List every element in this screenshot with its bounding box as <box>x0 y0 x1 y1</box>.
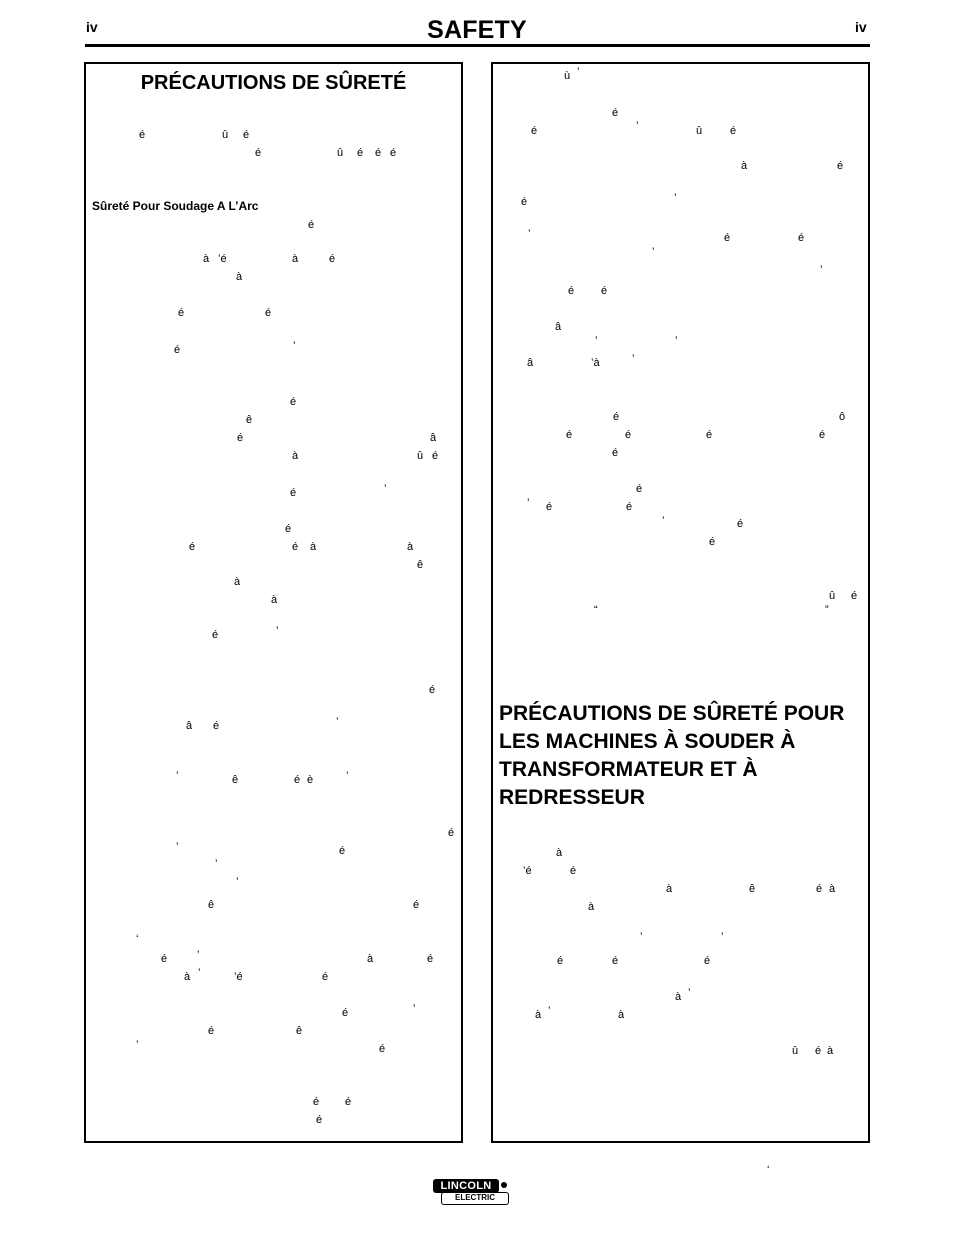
accent-glyph: é <box>237 432 244 444</box>
accent-glyph: é <box>837 160 844 172</box>
accent-glyph: é <box>174 344 181 356</box>
accent-glyph: ’ <box>652 246 655 258</box>
accent-glyph: à <box>367 953 374 965</box>
accent-glyph: “ <box>594 604 598 616</box>
accent-glyph: é <box>339 845 346 857</box>
accent-glyph: ’ <box>276 625 279 637</box>
left-column-heading: PRÉCAUTIONS DE SÛRETÉ <box>140 72 407 94</box>
accent-glyph: â <box>527 357 534 369</box>
accent-glyph: à <box>407 541 414 553</box>
accent-glyph: û <box>222 129 229 141</box>
page-title: SAFETY <box>427 16 527 44</box>
accent-glyph: é <box>290 396 297 408</box>
accent-glyph: é <box>329 253 336 265</box>
accent-glyph: é <box>357 147 364 159</box>
accent-glyph: à <box>236 271 243 283</box>
accent-glyph: ’ <box>632 353 635 365</box>
accent-glyph: ’ <box>384 483 387 495</box>
accent-glyph: é <box>704 955 711 967</box>
page-number-right: iv <box>855 19 867 35</box>
accent-glyph: é <box>706 429 713 441</box>
accent-glyph: é <box>213 720 220 732</box>
accent-glyph: é <box>566 429 573 441</box>
accent-glyph: â <box>555 321 562 333</box>
accent-glyph: ’ <box>675 335 678 347</box>
accent-glyph: ’ <box>336 716 339 728</box>
accent-glyph: é <box>816 883 823 895</box>
accent-glyph: ’ <box>721 931 724 943</box>
accent-glyph: û <box>792 1045 799 1057</box>
accent-glyph: ’ <box>413 1003 416 1015</box>
accent-glyph: ’ <box>640 931 643 943</box>
accent-glyph: é <box>322 971 329 983</box>
accent-glyph: é <box>521 196 528 208</box>
accent-glyph: â <box>186 720 193 732</box>
accent-glyph: à <box>310 541 317 553</box>
accent-glyph: é <box>601 285 608 297</box>
accent-glyph: ’ <box>548 1005 551 1017</box>
accent-glyph: û <box>417 450 424 462</box>
accent-glyph: é <box>636 483 643 495</box>
accent-glyph: ê <box>296 1025 303 1037</box>
accent-glyph: à <box>741 160 748 172</box>
accent-glyph: ’ <box>198 967 201 979</box>
accent-glyph: é <box>557 955 564 967</box>
accent-glyph: é <box>730 125 737 137</box>
accent-glyph: é <box>379 1043 386 1055</box>
accent-glyph: é <box>345 1096 352 1108</box>
accent-glyph: ’é <box>234 971 243 983</box>
accent-glyph: à <box>184 971 191 983</box>
logo-top-text: LINCOLN <box>433 1179 499 1193</box>
accent-glyph: à <box>829 883 836 895</box>
accent-glyph: é <box>568 285 575 297</box>
accent-glyph: ‘ <box>767 1164 770 1176</box>
accent-glyph: ’ <box>820 264 823 276</box>
accent-glyph: ù <box>564 70 571 82</box>
accent-glyph: â <box>430 432 437 444</box>
accent-glyph: é <box>390 147 397 159</box>
accent-glyph: à <box>618 1009 625 1021</box>
accent-glyph: ‘ <box>136 933 139 945</box>
accent-glyph: ’ <box>577 66 580 78</box>
accent-glyph: é <box>432 450 439 462</box>
accent-glyph: é <box>546 501 553 513</box>
accent-glyph: é <box>448 827 455 839</box>
accent-glyph: ê <box>246 414 253 426</box>
accent-glyph: é <box>626 501 633 513</box>
accent-glyph: ê <box>749 883 756 895</box>
accent-glyph: é <box>612 107 619 119</box>
accent-glyph: ê <box>417 559 424 571</box>
accent-glyph: ô <box>839 411 846 423</box>
accent-glyph: è <box>307 774 314 786</box>
accent-glyph: ’ <box>136 1039 139 1051</box>
page-number-left: iv <box>86 19 98 35</box>
accent-glyph: û <box>337 147 344 159</box>
accent-glyph: é <box>531 125 538 137</box>
accent-glyph: é <box>212 629 219 641</box>
accent-glyph: é <box>265 307 272 319</box>
accent-glyph: û <box>829 590 836 602</box>
accent-glyph: é <box>178 307 185 319</box>
accent-glyph: é <box>292 541 299 553</box>
accent-glyph: ’ <box>176 841 179 853</box>
accent-glyph: à <box>271 594 278 606</box>
accent-glyph: é <box>613 411 620 423</box>
accent-glyph: ’ <box>215 858 218 870</box>
accent-glyph: ’ <box>636 120 639 132</box>
accent-glyph: é <box>851 590 858 602</box>
registered-mark-icon <box>501 1182 507 1188</box>
accent-glyph: à <box>588 901 595 913</box>
accent-glyph: ’ <box>236 876 239 888</box>
accent-glyph: ’ <box>527 497 530 509</box>
accent-glyph: ’ <box>528 228 531 240</box>
accent-glyph: é <box>290 487 297 499</box>
accent-glyph: é <box>819 429 826 441</box>
accent-glyph: é <box>308 219 315 231</box>
accent-glyph: ’ <box>176 770 179 782</box>
accent-glyph: ” <box>825 604 829 616</box>
accent-glyph: é <box>612 955 619 967</box>
accent-glyph: à <box>292 253 299 265</box>
accent-glyph: ’é <box>218 253 227 265</box>
accent-glyph: û <box>696 125 703 137</box>
accent-glyph: ’ <box>595 335 598 347</box>
accent-glyph: é <box>427 953 434 965</box>
accent-glyph: à <box>675 991 682 1003</box>
accent-glyph: é <box>285 523 292 535</box>
accent-glyph: é <box>294 774 301 786</box>
accent-glyph: à <box>556 847 563 859</box>
accent-glyph: é <box>429 684 436 696</box>
accent-glyph: é <box>815 1045 822 1057</box>
accent-glyph: à <box>203 253 210 265</box>
accent-glyph: é <box>316 1114 323 1126</box>
accent-glyph: ê <box>208 899 215 911</box>
accent-glyph: é <box>737 518 744 530</box>
accent-glyph: é <box>570 865 577 877</box>
accent-glyph: ’ <box>197 949 200 961</box>
accent-glyph: ê <box>232 774 239 786</box>
arc-welding-subheading: Sûreté Pour Soudage A L’Arc <box>92 199 259 213</box>
accent-glyph: ’ <box>688 987 691 999</box>
accent-glyph: é <box>709 536 716 548</box>
lincoln-electric-logo <box>433 1179 510 1207</box>
accent-glyph: é <box>413 899 420 911</box>
accent-glyph: à <box>535 1009 542 1021</box>
accent-glyph: à <box>666 883 673 895</box>
accent-glyph: à <box>827 1045 834 1057</box>
accent-glyph: é <box>208 1025 215 1037</box>
accent-glyph: é <box>724 232 731 244</box>
accent-glyph: é <box>313 1096 320 1108</box>
logo-bottom-text: ELECTRIC <box>441 1192 509 1205</box>
accent-glyph: ’ <box>674 192 677 204</box>
accent-glyph: é <box>375 147 382 159</box>
accent-glyph: é <box>161 953 168 965</box>
accent-glyph: é <box>612 447 619 459</box>
accent-glyph: ’é <box>523 865 532 877</box>
accent-glyph: é <box>255 147 262 159</box>
header-rule <box>85 44 870 47</box>
accent-glyph: é <box>243 129 250 141</box>
accent-glyph: é <box>139 129 146 141</box>
accent-glyph: à <box>292 450 299 462</box>
accent-glyph: é <box>798 232 805 244</box>
accent-glyph: é <box>625 429 632 441</box>
accent-glyph: ’ <box>293 340 296 352</box>
accent-glyph: ’ <box>662 515 665 527</box>
accent-glyph: ’à <box>591 357 600 369</box>
accent-glyph: é <box>342 1007 349 1019</box>
accent-glyph: à <box>234 576 241 588</box>
right-column-heading: PRÉCAUTIONS DE SÛRETÉ POUR LES MACHINES À SOUDER À TRANSFORMATEUR ET À REDRESSEUR <box>499 702 845 809</box>
right-column-box <box>491 62 870 1143</box>
accent-glyph: ’ <box>346 770 349 782</box>
accent-glyph: é <box>189 541 196 553</box>
